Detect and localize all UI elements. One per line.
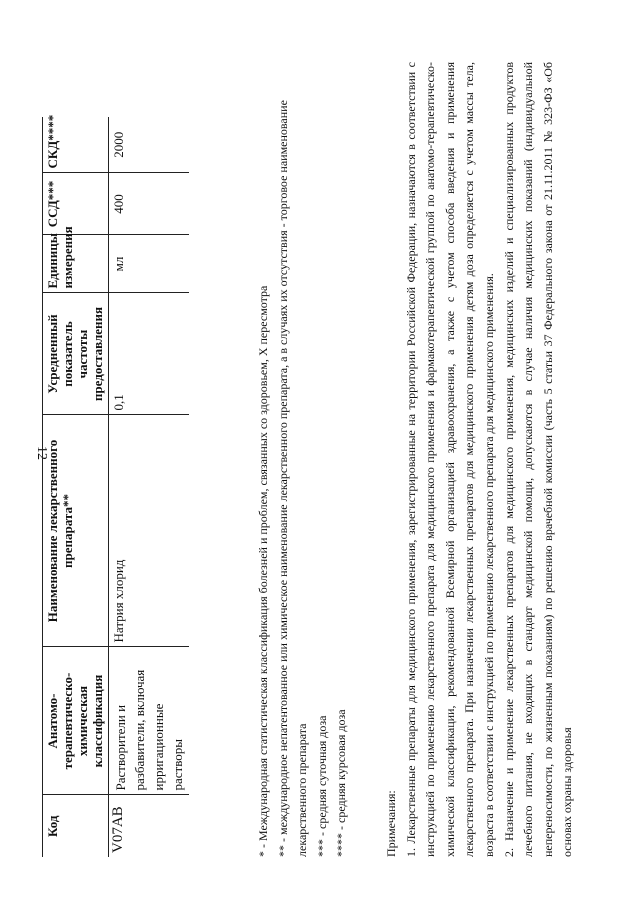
notes-heading: Примечания:	[384, 790, 398, 857]
header-atc: Анатомо-терапевтическо-химическая классификация	[43, 647, 109, 795]
footnote-skd: **** - средняя курсовая доза	[334, 709, 348, 857]
cell-drug-name: Натрия хлорид	[109, 415, 190, 647]
table-row	[109, 117, 190, 857]
cell-ssd: 400	[109, 173, 190, 235]
cell-code: V07AB	[110, 806, 126, 853]
header-skd: СКД****	[43, 117, 109, 173]
note-item-2: 2. Назначение и применение лекарственных препаратов для медицинского применения, медицинских изделий и специализированных продуктов лечебного питания, не входящих в стандарт медицинской помощи, допускаются в случае наличия медицинских показаний (индивидуальной непереносимости, по жизненным показаниям) по решению врачебной комиссии (часть 5 статьи 37 Федерального закона от 21.11.2011 № 323-ФЗ «Об основах охраны здоровья	[501, 62, 575, 857]
table-header-row	[43, 117, 109, 857]
header-code: Код	[43, 795, 109, 857]
page-number: 12	[34, 446, 49, 460]
rotated-page-content	[42, 52, 582, 857]
cell-skd: 2000	[109, 117, 190, 173]
note-item-1: 1. Лекарственные препараты для медицинского применения, зарегистрированные на территории Российской Федерации, назначаются в соответствии с инструкцией по применению лекарственного препарата для медицинского применения и фармакотерапевтической группой по анатомо-терапевтическо-химической классификации, рекомендованной Всемирной организацией здравоохранения, а также с учетом способа введения и применения лекарственного препарата. При назначении лекарственных препаратов для медицинского применения детям доза определяется с учетом массы тела, возраста в соответствии с инструкцией по применению лекарственного препарата для медицинского применения.	[403, 62, 496, 857]
cell-atc: Растворители и разбавители, включая ирригационные растворы	[109, 647, 190, 795]
header-unit: Единицы измерения	[43, 235, 109, 293]
cell-frequency: 0,1	[109, 293, 190, 415]
cell-unit: мл	[109, 235, 190, 293]
footnote-ssd: *** - средняя суточная доза	[314, 715, 329, 857]
footnote-inn: ** - международное непатентованное или химическое наименование лекарственного препарата, а в случаях их отсутствия - торговое наименование лекарственного препарата	[275, 100, 309, 857]
footnotes	[254, 97, 352, 857]
footnote-icd: * - Международная статистическая классификация болезней и проблем, связанных со здоровьем, X пересмотра	[256, 285, 270, 857]
notes-section	[382, 62, 578, 857]
drug-table	[42, 114, 189, 857]
header-frequency: Усредненный показатель частоты предоставления	[43, 293, 109, 415]
header-drug-name: Наименование лекарственного препарата**	[43, 415, 109, 647]
header-ssd: ССД***	[43, 173, 109, 235]
